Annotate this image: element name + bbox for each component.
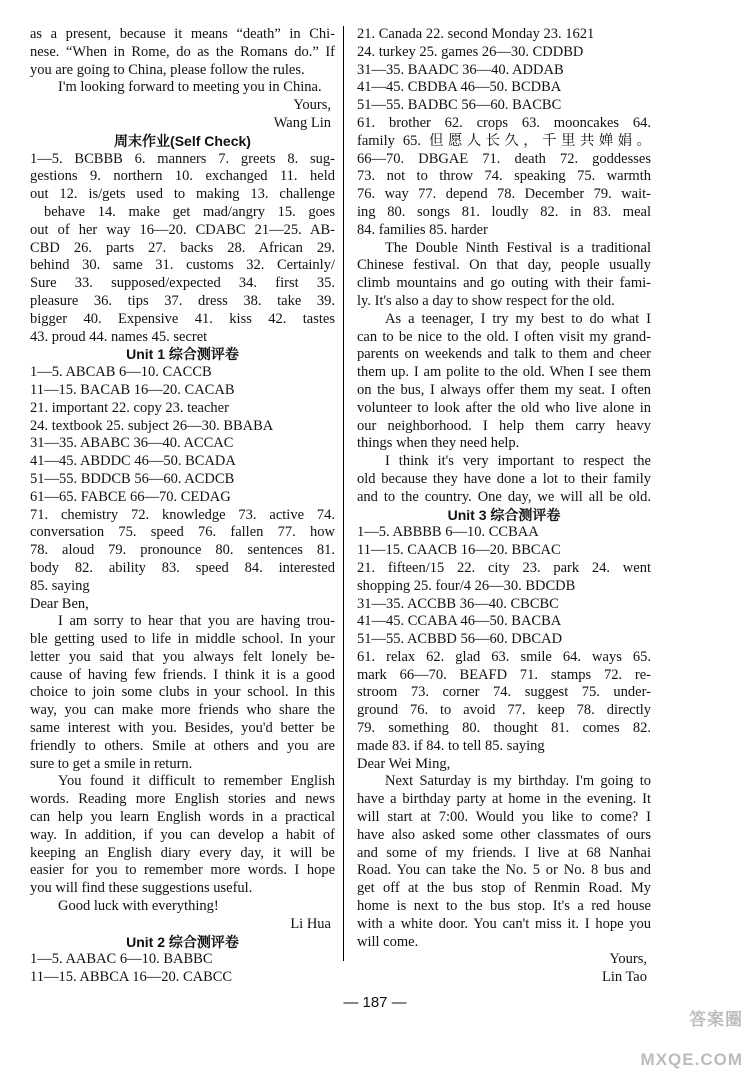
left-text-line: Li Hua	[290, 915, 331, 932]
left-text-line: 21. important 22. copy 23. teacher	[30, 399, 229, 416]
right-text-line: ing 80. songs 81. loudly 82. in 83. meal	[357, 203, 651, 220]
left-text-line: bigger 40. Expensive 41. kiss 42. tastes	[30, 310, 335, 327]
right-text-line: 73. not to throw 74. speaking 75. warmth	[357, 168, 651, 185]
left-text-line: Unit 2 综合测评卷	[126, 933, 239, 950]
right-text-line: Lin Tao	[601, 969, 647, 986]
right-text-line: 11—15. CAACB 16—20. BBCAC	[357, 542, 561, 559]
right-text-line: 84. families 85. harder	[357, 221, 488, 238]
right-text-line: climb mountains and go outing with their fami-	[357, 275, 651, 292]
left-text-line: Wang Lin	[273, 114, 331, 131]
left-text-line: you will find these suggestions useful.	[30, 880, 253, 897]
left-column	[30, 26, 335, 987]
left-text-line: way. In addition, if you can develop a habit of	[30, 826, 335, 843]
left-text-line: behind 30. same 31. customs 32. Certainly/	[30, 257, 335, 274]
left-text-line: Good luck with everything!	[58, 898, 219, 915]
right-text-line: 24. turkey 25. games 26—30. CDDBD	[357, 43, 584, 60]
right-text-line: 79. something 80. thought 81. comes 82.	[357, 720, 651, 737]
left-text-line: 1—5. BCBBB 6. manners 7. greets 8. sug-	[30, 150, 335, 167]
page-number: — 187 —	[343, 994, 407, 1011]
right-text-line: 21. Canada 22. second Monday 23. 1621	[357, 26, 595, 42]
left-text-line: ble getting used to life in middle school. In your	[30, 631, 335, 648]
left-text-line: 24. textbook 25. subject 26—30. BBABA	[30, 417, 274, 434]
right-text-line: mark 66—70. BEAFD 71. stamps 72. re-	[357, 666, 651, 683]
left-text-line: Unit 1 综合测评卷	[126, 346, 239, 363]
left-text-line: letter you said that you always felt lonely be-	[30, 648, 335, 665]
right-text-line: things when they need help.	[357, 435, 520, 452]
right-text-line: ly. It's also a day to show respect for the old.	[357, 292, 615, 309]
left-text-line: Dear Ben,	[30, 595, 89, 612]
right-text-line: Road. You can take the No. 5 or No. 8 bus and	[357, 862, 651, 879]
left-text-line: 61—65. FABCE 66—70. CEDAG	[30, 488, 231, 505]
right-text-line: family 65. 但愿人长久，千里共婵娟。	[357, 132, 651, 149]
right-text-line: 41—45. CBDBA 46—50. BCDBA	[357, 79, 562, 96]
left-text-line: 85. saying	[30, 577, 90, 594]
right-text-line: 31—35. ACCBB 36—40. CBCBC	[357, 595, 559, 612]
right-text-line: 61. relax 62. glad 63. smile 64. ways 65.	[357, 648, 651, 665]
right-text-line: have a birthday party at home in the evening. It	[357, 791, 651, 808]
left-text-line: can help you learn English words in a practical	[30, 809, 335, 826]
right-text-line: will start at 7:00. Would you like to come? I	[357, 809, 651, 826]
right-text-line: old because they have done a lot to their family	[357, 470, 651, 487]
left-text-line: choice to join some clubs in your school. In this	[30, 684, 335, 701]
right-text-line: and some of my friends. I live at 68 Nanhai	[357, 844, 651, 861]
left-text-line: 41—45. ABDDC 46—50. BCADA	[30, 453, 236, 470]
right-text-line: I think it's very important to respect the	[385, 453, 651, 470]
left-text-line: same interest with you. Besides, you'd better be	[30, 720, 335, 737]
right-text-line: 61. brother 62. crops 63. mooncakes 64.	[357, 114, 651, 131]
right-text-line: shopping 25. four/4 26—30. BDCDB	[357, 577, 576, 594]
left-text-line: behave 14. make get mad/angry 15. goes	[44, 203, 335, 220]
left-text-line: way, you can make more friends who share the	[30, 702, 335, 719]
right-text-line: stroom 73. corner 74. suggest 75. under-	[357, 684, 651, 701]
left-text-line: cause of having few friends. I think it is a good	[30, 666, 335, 683]
left-text-line: 1—5. AABAC 6—10. BABBC	[30, 951, 213, 968]
right-text-line: 31—35. BAADC 36—40. ADDAB	[357, 61, 564, 78]
left-text-line: out 12. is/gets used to making 13. challenge	[30, 186, 335, 203]
right-column	[357, 26, 651, 987]
left-text-line: Sure 33. supposed/expected 34. first 35.	[30, 275, 335, 292]
left-text-line: words. Reading more English stories and news	[30, 791, 335, 808]
left-text-line: 78. aloud 79. pronounce 80. sentences 81.	[30, 542, 335, 559]
left-text-line: 51—55. BDDCB 56—60. ACDCB	[30, 470, 235, 487]
right-text-line: them up. I am polite to the old. When I see them	[357, 364, 651, 381]
right-text-line: volunteer to look after the old who live alone in	[357, 399, 651, 416]
right-text-line: and to the country. One day, we will all be old.	[357, 488, 651, 505]
right-text-line: our neighborhood. I help them carry heavy	[357, 417, 651, 434]
right-text-line: get off at the bus stop of Renmin Road. My	[357, 880, 651, 897]
right-text-line: 66—70. DBGAE 71. death 72. goddesses	[357, 150, 651, 167]
column-divider	[343, 26, 344, 961]
left-text-line: 71. chemistry 72. knowledge 73. active 74.	[30, 506, 335, 523]
right-text-line: ground 76. to avoid 77. keep 78. directly	[357, 702, 651, 719]
left-text-line: 11—15. BACAB 16—20. CACAB	[30, 381, 235, 398]
right-text-line: 41—45. CCABA 46—50. BACBA	[357, 613, 562, 630]
left-text-line: keeping an English diary every day, it will be	[30, 844, 335, 861]
right-text-line: 51—55. BADBC 56—60. BACBC	[357, 97, 562, 114]
left-text-line: 11—15. ABBCA 16—20. CABCC	[30, 969, 233, 986]
left-text-line: sure to get a smile in return.	[30, 755, 193, 772]
left-text-line: easier for you to remember more words. I hope	[30, 862, 335, 879]
left-text-line: CBD 26. parts 27. backs 28. African 29.	[30, 239, 335, 256]
right-text-line: will come.	[357, 933, 419, 950]
right-text-line: can to be nice to the old. I often visit my grand-	[357, 328, 651, 345]
left-text-line: nese. “When in Rome, do as the Romans do.” If	[30, 43, 335, 60]
left-text-line: body 82. ability 83. speed 84. interested	[30, 559, 335, 576]
right-text-line: Unit 3 综合测评卷	[447, 506, 561, 523]
right-text-line: Chinese festival. On that day, people usually	[357, 257, 651, 274]
right-text-line: on the bus, I always offer them my seat. I often	[357, 381, 651, 398]
left-text-line: as a present, because it means “death” in Chi-	[30, 26, 335, 42]
right-text-line: parents on weekends and talk to them and cheer	[357, 346, 651, 363]
right-text-line: 1—5. ABBBB 6—10. CCBAA	[357, 524, 539, 541]
right-text-line: have also asked some other classmates of ours	[357, 826, 651, 843]
right-text-line: The Double Ninth Festival is a traditional	[385, 239, 651, 256]
watermark-logo: 答案圈 MXQE.COM	[640, 1010, 743, 1069]
left-text-line: you are going to China, please follow the rules.	[30, 61, 305, 78]
right-text-line: home is next to the bus stop. It's a red house	[357, 898, 651, 915]
left-text-line: Yours,	[293, 97, 331, 114]
left-text-line: I'm looking forward to meeting you in China.	[58, 79, 322, 96]
right-text-line: As a teenager, I try my best to do what I	[385, 310, 651, 327]
left-text-line: 43. proud 44. names 45. secret	[30, 328, 208, 345]
left-text-line: friendly to others. Smile at others and you are	[30, 737, 335, 754]
left-text-line: I am sorry to hear that you are having trou-	[58, 613, 335, 630]
left-text-line: 31—35. ABABC 36—40. ACCAC	[30, 435, 234, 452]
right-text-line: Next Saturday is my birthday. I'm going to	[385, 773, 651, 790]
left-text-line: conversation 75. speed 76. fallen 77. how	[30, 524, 335, 541]
right-text-line: 21. fifteen/15 22. city 23. park 24. went	[357, 559, 651, 576]
right-text-line: 51—55. ACBBD 56—60. DBCAD	[357, 631, 563, 648]
right-text-line: Yours,	[609, 951, 647, 968]
right-text-line: made 83. if 84. to tell 85. saying	[357, 737, 545, 754]
left-text-line: 周末作业(Self Check)	[114, 132, 251, 149]
right-text-line: 76. way 77. depend 78. December 79. wait-	[357, 186, 651, 203]
left-text-line: gestions 9. northern 10. exchanged 11. held	[30, 168, 335, 185]
right-text-line: Dear Wei Ming,	[357, 755, 451, 772]
left-text-line: 1—5. ABCAB 6—10. CACCB	[30, 364, 212, 381]
right-text-line: with a white door. You can't miss it. I hope you	[357, 915, 651, 932]
left-text-line: pleasure 36. tips 37. dress 38. take 39.	[30, 292, 335, 309]
left-text-line: You found it difficult to remember English	[58, 773, 335, 790]
left-text-line: out of her way 16—20. CDABC 21—25. AB-	[30, 221, 335, 238]
